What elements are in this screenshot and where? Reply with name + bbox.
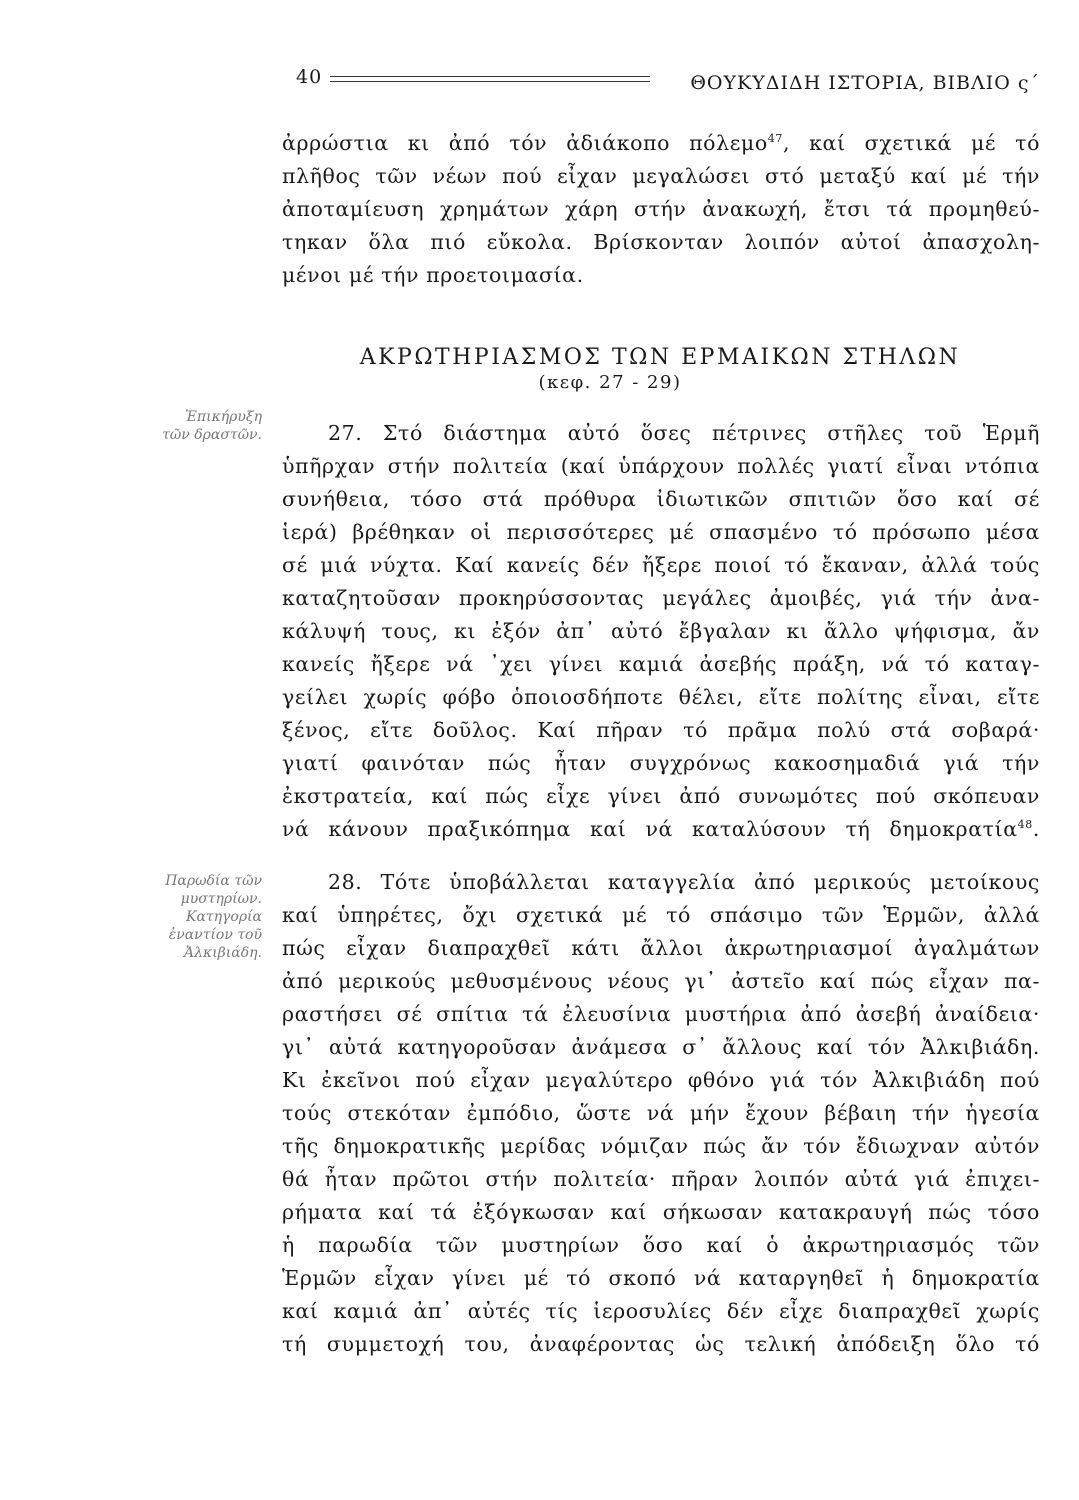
text-line: κανείς ἤξερε νά ᾿χει γίνει καμιά ἀσεβής πράξη, νά τό καταγ- bbox=[282, 652, 1040, 676]
text-line: ἀρρώστια κι ἀπό τόν ἀδιάκοπο πόλεμο$^{47}$, καί σχετικά μέ τό bbox=[282, 131, 1040, 155]
text-line: τή συμμετοχή του, ἀναφέροντας ὡς τελική ἀπόδειξη ὅλο τό bbox=[282, 1332, 1040, 1356]
margin-note: Παρωδία τῶν μυστηρίων. Κατηγορία ἐναντίον τοῦ Ἀλκιβιάδη. bbox=[165, 873, 262, 961]
text-line: τούς στεκόταν ἐμπόδιο, ὥστε νά μήν ἔχουν βέβαιη τήν ἡγεσία bbox=[282, 1101, 1040, 1125]
text-line: ἱερά) βρέθηκαν οἱ περισσότερες μέ σπασμένο τό πρόσωπο μέσα bbox=[282, 520, 1040, 544]
paragraph-27 bbox=[282, 417, 1040, 846]
text-line: 28. Τότε ὑποβάλλεται καταγγελία ἀπό μερικούς μετοίκους bbox=[328, 870, 1040, 894]
text-line: ρήματα καί τά ἐξόγκωσαν καί σήκωσαν κατακραυγή πώς τόσο bbox=[282, 1200, 1040, 1224]
section-reference: (κεφ. 27 - 29) bbox=[538, 372, 682, 393]
text-line: γείλει χωρίς φόβο ὁποιοσδήποτε θέλει, εἴτε πολίτης εἶναι, εἴτε bbox=[282, 685, 1040, 709]
page-number: 40 bbox=[296, 66, 323, 88]
text-line: καί ὑπηρέτες, ὄχι σχετικά μέ τό σπάσιμο τῶν Ἑρμῶν, ἀλλά bbox=[282, 903, 1040, 927]
text-line: 27. Στό διάστημα αὐτό ὅσες πέτρινες στῆλες τοῦ Ἑρμῆ bbox=[328, 421, 1040, 445]
text-line: συνήθεια, τόσο στά πρόθυρα ἰδιωτικῶν σπιτιῶν ὅσο καί σέ bbox=[282, 487, 1040, 511]
text-line: πλῆθος τῶν νέων πού εἶχαν μεγαλώσει στό μεταξύ καί μέ τήν bbox=[282, 164, 1040, 188]
text-line: ραστήσει σέ σπίτια τά ἐλευσίνια μυστήρια ἀπό ἀσεβή ἀναίδεια· bbox=[282, 1002, 1040, 1026]
text-line: κάλυψή τους, κι ἐξόν ἀπ᾿ αὐτό ἔβγαλαν κι ἄλλο ψήφισμα, ἄν bbox=[282, 619, 1040, 643]
text-line: γι᾿ αὐτά κατηγοροῦσαν ἀνάμεσα σ᾿ ἄλλους καί τόν Ἀλκιβιάδη. bbox=[282, 1035, 1040, 1059]
text-line: ἡ παρωδία τῶν μυστηρίων ὅσο καί ὁ ἀκρωτηριασμός τῶν bbox=[282, 1233, 1040, 1257]
header-rule bbox=[330, 76, 650, 77]
text-line: μένοι μέ τήν προετοιμασία. bbox=[282, 263, 584, 287]
text-line: τηκαν ὅλα πιό εὔκολα. Βρίσκονταν λοιπόν αὐτοί ἀπασχολη- bbox=[282, 230, 1040, 254]
text-line: πώς εἶχαν διαπραχθεῖ κάτι ἄλλοι ἀκρωτηριασμοί ἀγαλμάτων bbox=[282, 936, 1040, 960]
text-line: Ἑρμῶν εἶχαν γίνει μέ τό σκοπό νά καταργηθεῖ ἡ δημοκρατία bbox=[282, 1266, 1040, 1290]
page-header bbox=[296, 64, 1040, 100]
text-line: γιατί φαινόταν πώς ἦταν συγχρόνως κακοσημαδιά γιά τήν bbox=[282, 751, 1040, 775]
text-line: ξένος, εἴτε δοῦλος. Καί πῆραν τό πρᾶμα πολύ στά σοβαρά· bbox=[282, 718, 1040, 742]
header-rule bbox=[330, 81, 650, 82]
text-line: τῆς δημοκρατικῆς μερίδας νόμιζαν πώς ἄν τόν ἔδιωχναν αὐτόν bbox=[282, 1134, 1040, 1158]
text-line: σέ μιά νύχτα. Καί κανείς δέν ἤξερε ποιοί τό ἔκαναν, ἀλλά τούς bbox=[282, 553, 1040, 577]
running-title: ΘΟΥΚΥΔΙΔΗ ΙΣΤΟΡΙΑ, ΒΙΒΛΙΟ ς΄ bbox=[690, 72, 1040, 94]
text-line: Κι ἐκεῖνοι πού εἶχαν μεγαλύτερο φθόνο γιά τόν Ἀλκιβιάδη πού bbox=[282, 1068, 1040, 1092]
text-line: ἐκστρατεία, καί πώς εἶχε γίνει ἀπό συνωμότες πού σκόπευαν bbox=[282, 784, 1040, 808]
footnote-marker: 47 bbox=[767, 132, 783, 146]
paragraph-28 bbox=[282, 866, 1040, 1361]
text-line: ὑπῆρχαν στήν πολιτεία (καί ὑπάρχουν πολλές γιατί εἶναι ντόπια bbox=[282, 454, 1040, 478]
section-title: ΑΚΡΩΤΗΡΙΑΣΜΟΣ ΤΩΝ ΕΡΜΑΙΚΩΝ ΣΤΗΛΩΝ bbox=[359, 345, 961, 370]
footnote-marker: 48 bbox=[1017, 818, 1033, 832]
text-line: νά κάνουν πραξικόπημα καί νά καταλύσουν τή δημοκρατία$^{48}$. bbox=[282, 817, 1040, 841]
text-line: ἀποταμίευση χρημάτων χάρη στήν ἀνακωχή, ἔτσι τά προμηθεύ- bbox=[282, 197, 1040, 221]
text-line: καταζητοῦσαν προκηρύσσοντας μεγάλες ἀμοιβές, γιά τήν ἀνα- bbox=[282, 586, 1040, 610]
margin-note: Ἐπικήρυξη τῶν δραστῶν. bbox=[162, 409, 262, 443]
intro-paragraph bbox=[282, 127, 1040, 292]
text-line: ἀπό μερικούς μεθυσμένους νέους γι᾿ ἀστεῖο καί πώς εἶχαν πα- bbox=[282, 969, 1040, 993]
text-line: καί καμιά ἀπ᾿ αὐτές τίς ἱεροσυλίες δέν εἶχε διαπραχθεῖ χωρίς bbox=[282, 1299, 1040, 1323]
text-line: θά ἦταν πρῶτοι στήν πολιτεία· πῆραν λοιπόν αὐτά γιά ἐπιχει- bbox=[282, 1167, 1040, 1191]
